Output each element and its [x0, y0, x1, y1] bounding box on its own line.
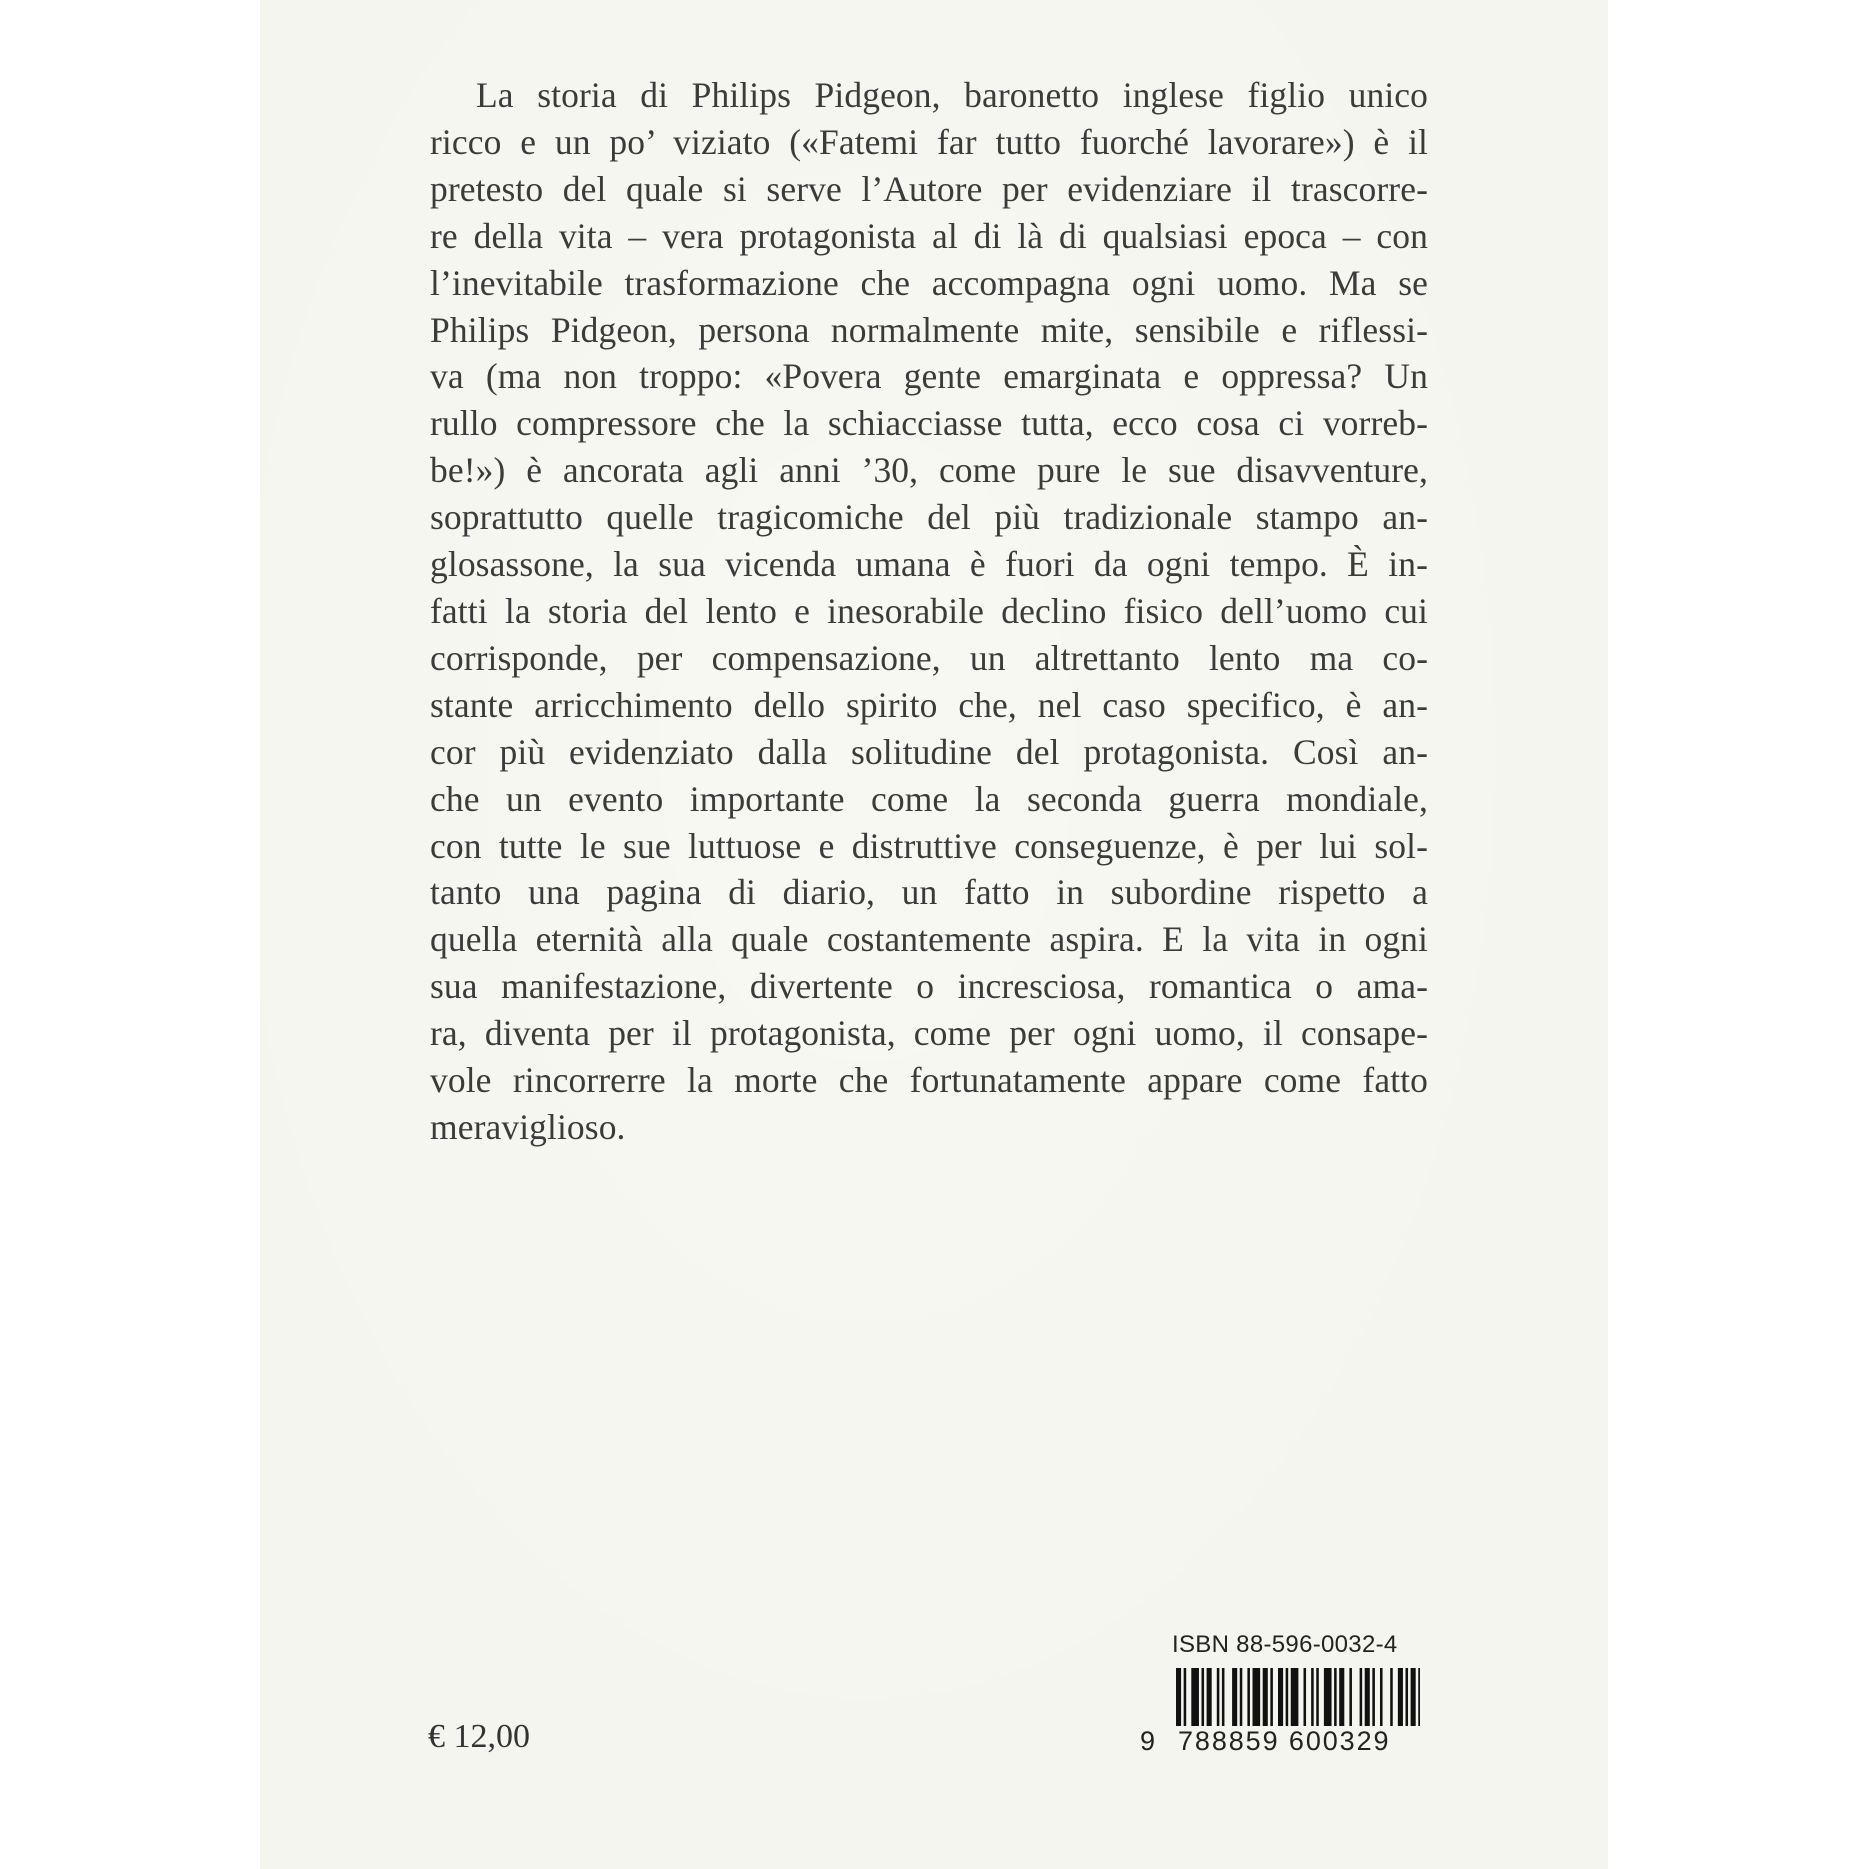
blurb-line: con tutte le sue luttuose e distruttive conseguenze, è per lui sol- [430, 825, 1428, 866]
ean-first-digit: 9 [1140, 1726, 1156, 1756]
blurb-line: ra, diventa per il protagonista, come per ogni uomo, il consape- [430, 1013, 1428, 1054]
blurb-line: vole rincorrerre la morte che fortunatamente appare come fatto [430, 1060, 1428, 1101]
blurb-line: va (ma non troppo: «Povera gente emarginata e oppressa? Un [430, 356, 1428, 397]
blurb-line: rullo compressore che la schiacciasse tutta, ecco cosa ci vorreb- [430, 403, 1428, 444]
blurb-line: cor più evidenziato dalla solitudine del protagonista. Così an- [430, 731, 1428, 772]
blurb-line: be!») è ancorata agli anni ’30, come pure le sue disavventure, [430, 450, 1428, 491]
blurb-line: tanto una pagina di diario, un fatto in subordine rispetto a [430, 872, 1428, 913]
blurb-line: meraviglioso. [430, 1106, 626, 1147]
blurb-line: che un evento importante come la seconda guerra mondiale, [430, 778, 1428, 819]
blurb-line: re della vita – vera protagonista al di là di qualsiasi epoca – con [430, 215, 1428, 256]
back-cover-blurb [430, 72, 1428, 1151]
blurb-line: stante arricchimento dello spirito che, nel caso specifico, è an- [430, 684, 1428, 725]
blurb-line: Philips Pidgeon, persona normalmente mite, sensibile e riflessi- [430, 309, 1428, 350]
blurb-line: glosassone, la sua vicenda umana è fuori da ogni tempo. È in- [430, 544, 1428, 585]
blurb-line: La storia di Philips Pidgeon, baronetto inglese figlio unico [476, 75, 1428, 115]
blurb-line: ricco e un po’ viziato («Fatemi far tutto fuorché lavorare») è il [430, 121, 1428, 162]
price-label: € 12,00 [428, 1718, 530, 1755]
blurb-line: l’inevitabile trasformazione che accompagna ogni uomo. Ma se [430, 262, 1428, 303]
blurb-line: sua manifestazione, divertente o incresciosa, romantica o ama- [430, 966, 1428, 1007]
blurb-line: corrisponde, per compensazione, un altrettanto lento ma co- [430, 637, 1428, 678]
blurb-line: fatti la storia del lento e inesorabile declino fisico dell’uomo cui [430, 590, 1428, 631]
blurb-line: quella eternità alla quale costantemente aspira. E la vita in ogni [430, 919, 1428, 960]
blurb-line: pretesto del quale si serve l’Autore per evidenziare il trascorre- [430, 168, 1428, 209]
isbn-label: ISBN 88-596-0032-4 [1172, 1631, 1398, 1658]
blurb-line: soprattutto quelle tragicomiche del più tradizionale stampo an- [430, 497, 1428, 538]
ean-digits: 788859 600329 [1176, 1726, 1420, 1757]
